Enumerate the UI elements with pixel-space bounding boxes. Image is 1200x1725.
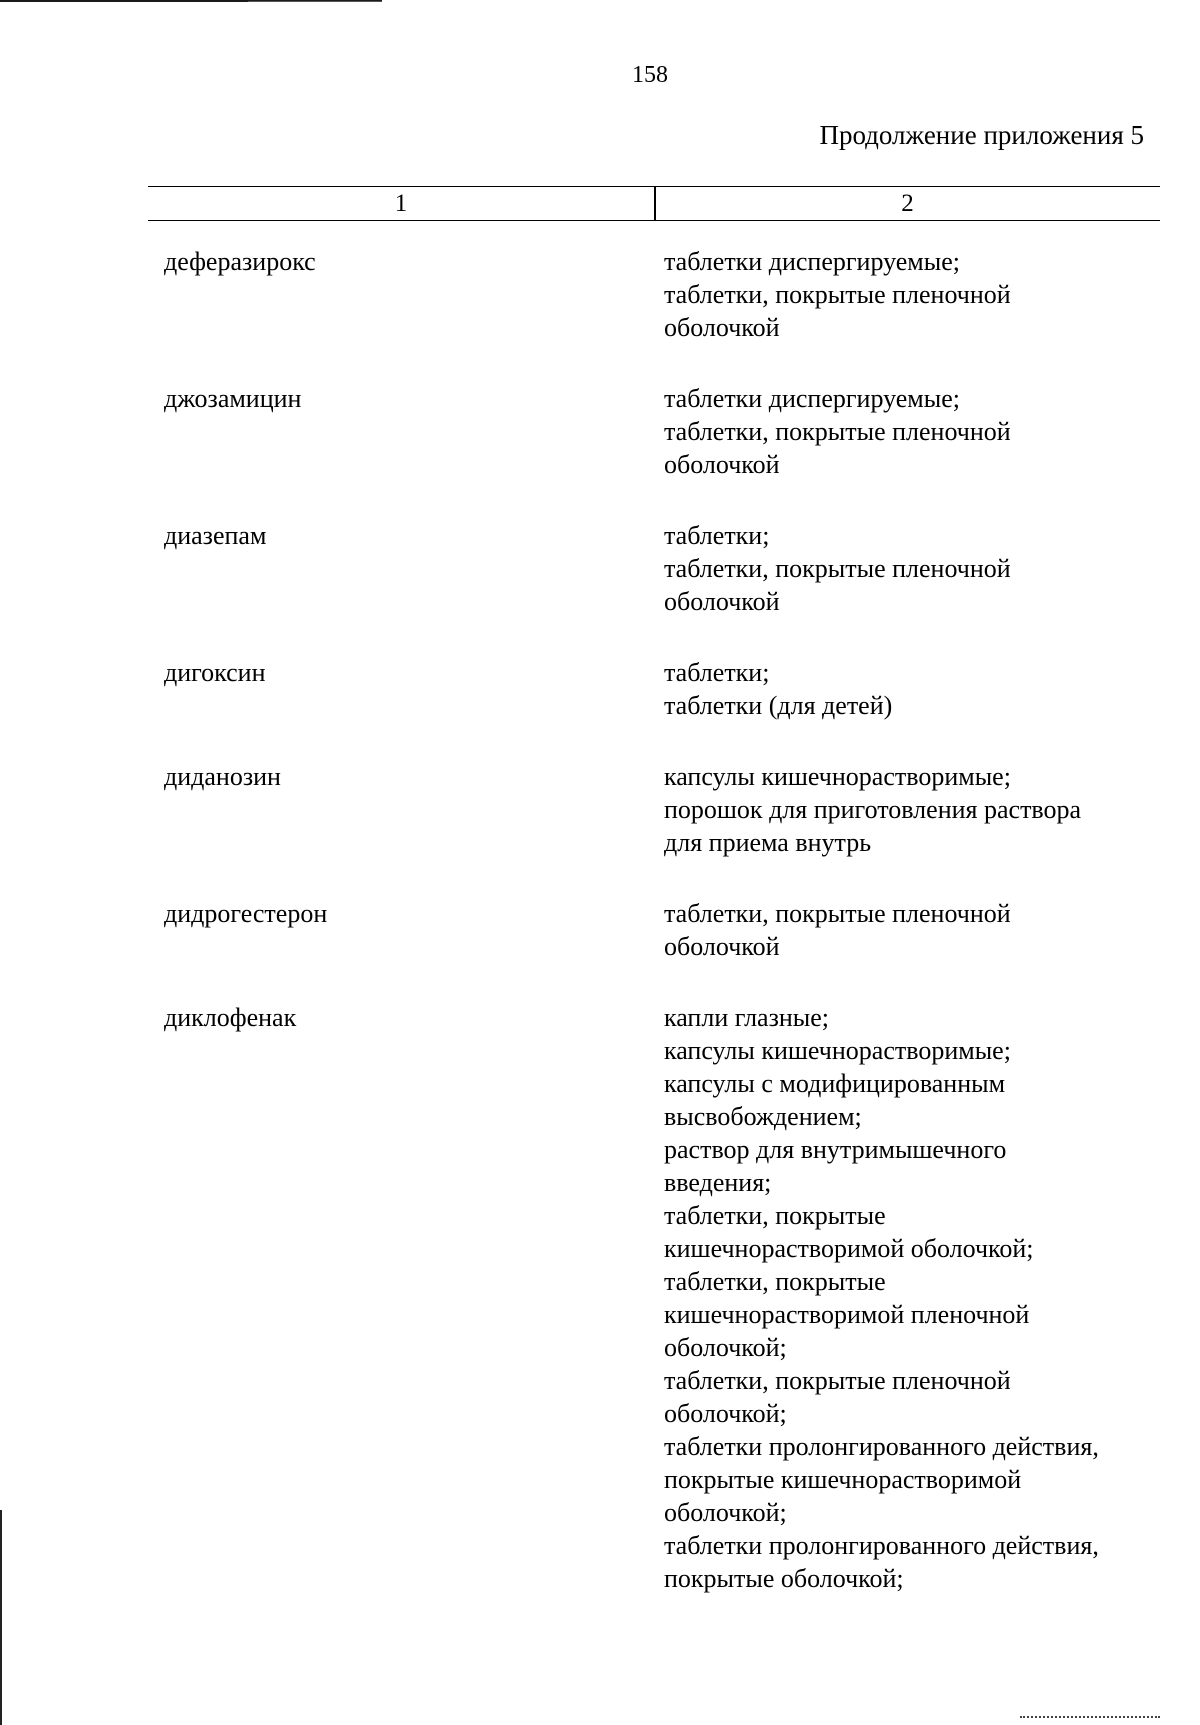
- dosage-form-line: кишечнорастворимой оболочкой;: [664, 1234, 1034, 1263]
- dosage-form-line: капли глазные;: [664, 1003, 830, 1032]
- dosage-form-line: таблетки, покрытые: [664, 1201, 886, 1230]
- dosage-forms: [664, 519, 1160, 618]
- table-row: [148, 245, 1160, 344]
- dosage-form-line: таблетки пролонгированного действия,: [664, 1531, 1099, 1560]
- dosage-form-line: введения;: [664, 1168, 772, 1197]
- dosage-form-line: таблетки пролонгированного действия,: [664, 1432, 1099, 1461]
- dosage-form-line: покрытые кишечнорастворимой: [664, 1465, 1022, 1494]
- dosage-form-line: оболочкой: [664, 932, 780, 961]
- annex-continuation-label: Продолжение приложения 5: [819, 120, 1144, 150]
- drug-name: диазепам: [164, 521, 267, 550]
- scan-artifact-edge: [0, 1510, 2, 1725]
- dosage-form-line: высвобождением;: [664, 1102, 862, 1131]
- dosage-form-line: капсулы кишечнорастворимые;: [664, 762, 1011, 791]
- page-number: 158: [632, 62, 668, 88]
- table-row: [148, 656, 1160, 722]
- table-row: [148, 382, 1160, 481]
- dosage-form-line: покрытые оболочкой;: [664, 1564, 904, 1593]
- drug-name: дидрогестерон: [164, 899, 328, 928]
- dosage-form-line: таблетки, покрытые пленочной: [664, 417, 1011, 446]
- dosage-form-line: капсулы кишечнорастворимые;: [664, 1036, 1011, 1065]
- dosage-form-line: кишечнорастворимой пленочной: [664, 1300, 1030, 1329]
- dosage-form-line: оболочкой;: [664, 1498, 787, 1527]
- table-body: [148, 245, 1160, 1633]
- dosage-forms: [664, 760, 1160, 859]
- dosage-form-line: таблетки;: [664, 658, 770, 687]
- scan-artifact-line: [248, 1, 382, 2]
- column-header-2: 2: [901, 190, 914, 217]
- table-row: [148, 519, 1160, 618]
- drug-name: дигоксин: [164, 658, 266, 687]
- dosage-form-line: таблетки, покрытые пленочной: [664, 1366, 1011, 1395]
- table-row: [148, 1001, 1160, 1595]
- dosage-forms: [664, 245, 1160, 344]
- dosage-form-line: таблетки диспергируемые;: [664, 384, 960, 413]
- dosage-form-line: оболочкой: [664, 313, 780, 342]
- dosage-form-line: капсулы с модифицированным: [664, 1069, 1006, 1098]
- dosage-form-line: таблетки диспергируемые;: [664, 247, 960, 276]
- dosage-form-line: раствор для внутримышечного: [664, 1135, 1007, 1164]
- drug-name: джозамицин: [164, 384, 302, 413]
- dosage-form-line: таблетки, покрытые пленочной: [664, 554, 1011, 583]
- table-row: [148, 897, 1160, 963]
- dosage-forms: [664, 897, 1160, 963]
- table-row: [148, 760, 1160, 859]
- drug-name: диданозин: [164, 762, 281, 791]
- dosage-forms: [664, 1001, 1160, 1595]
- table-header: [148, 186, 1160, 221]
- scan-artifact-marks: [1020, 1716, 1160, 1720]
- drug-name: диклофенак: [164, 1003, 297, 1032]
- dosage-form-line: оболочкой: [664, 587, 780, 616]
- dosage-form-line: оболочкой: [664, 450, 780, 479]
- dosage-form-line: порошок для приготовления раствора: [664, 795, 1082, 824]
- drug-name: деферазирокс: [164, 247, 316, 276]
- dosage-form-line: таблетки, покрытые: [664, 1267, 886, 1296]
- dosage-form-line: таблетки, покрытые пленочной: [664, 280, 1011, 309]
- column-header-1: 1: [394, 190, 408, 217]
- dosage-form-line: для приема внутрь: [664, 828, 872, 857]
- dosage-forms: [664, 656, 1160, 722]
- dosage-form-line: таблетки;: [664, 521, 770, 550]
- dosage-form-line: таблетки (для детей): [664, 691, 893, 720]
- dosage-form-line: таблетки, покрытые пленочной: [664, 899, 1011, 928]
- dosage-form-line: оболочкой;: [664, 1399, 787, 1428]
- dosage-form-line: оболочкой;: [664, 1333, 787, 1362]
- dosage-forms: [664, 382, 1160, 481]
